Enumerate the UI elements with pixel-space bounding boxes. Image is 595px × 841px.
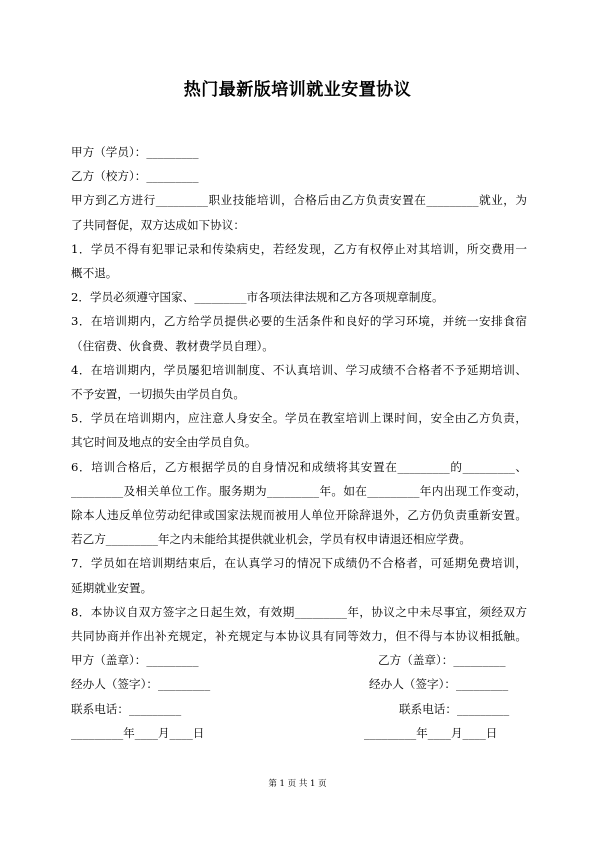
party-a-date-field: _________年____月____日 — [71, 725, 205, 740]
clause-3-line: （住宿费、伙食费、教材费学员自理）。 — [71, 338, 274, 353]
handler-signature-row — [71, 672, 527, 696]
clause-1-line: 1．学员不得有犯罪记录和传染病史，若经发现，乙方有权停止对其培训，所交费用一 — [71, 241, 527, 256]
clause-4-line: 不予安置，一切损失由学员自负。 — [71, 387, 245, 402]
clause-1-line: 概不退。 — [71, 266, 118, 281]
clause-2-line: 2．学员必须遵守国家、_________市各项法律法规和乙方各项规章制度。 — [71, 290, 444, 305]
clause-3-line: 3．在培训期内，乙方给学员提供必要的生活条件和良好的学习环境，并统一安排食宿 — [71, 314, 527, 329]
document-title: 热门最新版培训就业安置协议 — [183, 80, 412, 100]
page-footer: 第 1 页 共 1 页 — [268, 779, 327, 789]
seal-row — [71, 648, 527, 672]
clause-4-line: 4．在培训期内，学员屡犯培训制度、不认真培训、学习成绩不合格者不予延期培训、 — [71, 362, 527, 377]
clause-7-line: 7．学员如在培训期结束后，在认真学习的情况下成绩仍不合格者，可延期免费培训， — [71, 556, 527, 571]
party-a-handler-field: 经办人（签字）：_________ — [71, 677, 211, 692]
party-a-line: 甲方（学员）：_________ — [71, 145, 199, 159]
clause-5-line: 5．学员在培训期内，应注意人身安全。学员在教室培训上课时间，安全由乙方负责， — [71, 411, 527, 426]
phone-row — [71, 697, 527, 721]
clause-8-line: 8．本协议自双方签字之日起生效，有效期_________年，协议之中未尽事宜，须经双方 — [71, 604, 527, 619]
date-row — [71, 721, 527, 745]
clause-8-line: 共同协商并作出补充规定，补充规定与本协议具有同等效力，但不得与本协议相抵触。 — [71, 629, 527, 644]
party-b-date-field: _________年____月____日 — [364, 725, 498, 740]
intro-line: 了共同督促，双方达成如下协议： — [71, 217, 245, 232]
intro-line: 甲方到乙方进行_________职业技能培训，合格后由乙方负责安置在_________就业，为 — [71, 193, 527, 208]
party-b-handler-field: 经办人（签字）：_________ — [369, 677, 509, 692]
clause-6-line: 若乙方_________年之内未能给其提供就业机会，学员有权申请退还相应学费。 — [71, 532, 471, 547]
clause-6-line: 除本人违反单位劳动纪律或国家法规而被用人单位开除辞退外，乙方仍负责重新安置。 — [71, 508, 527, 523]
party-a-seal-field: 甲方（盖章）：_________ — [71, 653, 199, 668]
party-a-phone-field: 联系电话：_________ — [71, 701, 182, 716]
party-b-phone-field: 联系电话：_________ — [399, 701, 510, 716]
party-b-seal-field: 乙方（盖章）：_________ — [378, 653, 506, 668]
clause-6-line: 6．培训合格后，乙方根据学员的自身情况和成绩将其安置在_________的_________、 — [71, 459, 527, 474]
agreement-body — [71, 140, 527, 745]
clause-6-line: _________及相关单位工作。服务期为_________年。如在_________年内出现工作变动， — [71, 483, 527, 498]
clause-7-line: 延期就业安置。 — [71, 580, 153, 595]
clause-5-line: 其它时间及地点的安全由学员自负。 — [71, 435, 257, 450]
party-b-line: 乙方（校方）：_________ — [71, 169, 199, 184]
